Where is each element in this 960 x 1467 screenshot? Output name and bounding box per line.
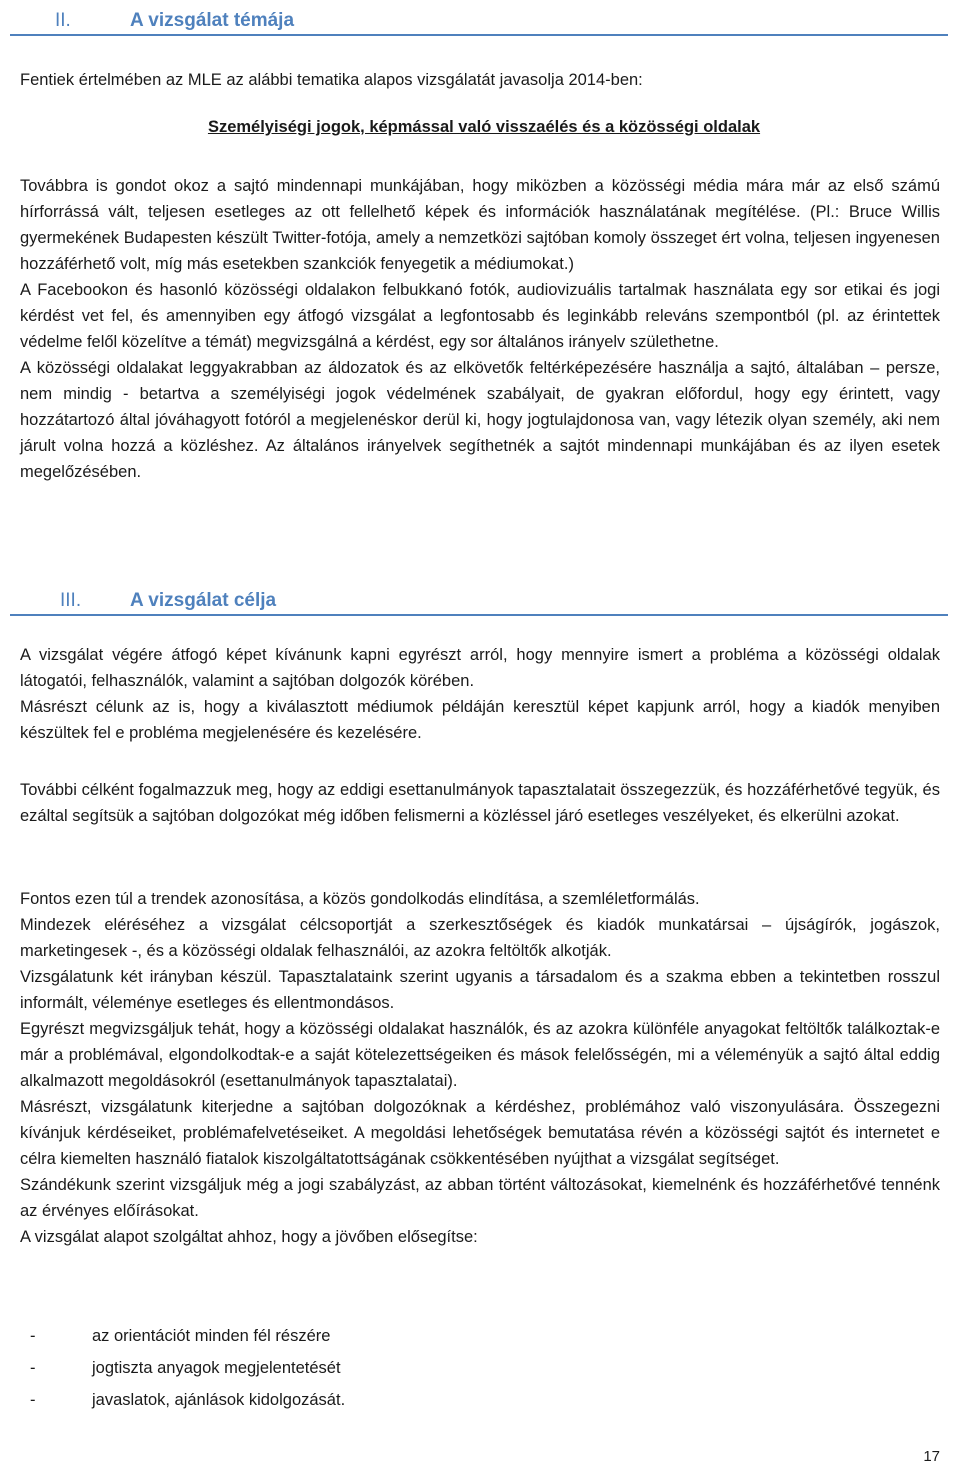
topic-title: Személyiségi jogok, képmással való visszaélés és a közösségi oldalak xyxy=(207,118,761,136)
section-3-group-1 xyxy=(20,642,940,746)
paragraph: Egyrészt megvizsgáljuk tehát, hogy a közösségi oldalakat használók, és az azokra különféle anyagokat feltöltők találkoztak-e már a problémával, elgondolkodtak-e a saját kötelezettségeiken és mások felelősségén, mi a véleményük a sajtó által eddig alkalmazott megoldásokról (esettanulmányok tapasztalatai). xyxy=(20,1020,940,1090)
section-3-group-3 xyxy=(20,886,940,1250)
list-dash: - xyxy=(30,1327,36,1345)
section-3-group-2 xyxy=(20,777,940,829)
section-2-body xyxy=(20,173,940,485)
paragraph: Vizsgálatunk két irányban készül. Tapasztalataink szerint ugyanis a társadalom és a szakma ebben a tekintetben rosszul informált, véleménye esetleges és ellentmondásos. xyxy=(20,968,940,1012)
page-number: 17 xyxy=(923,1448,940,1465)
list-item: - javaslatok, ajánlások kidolgozását. xyxy=(20,1384,720,1416)
section-title: A vizsgálat témája xyxy=(130,10,295,31)
paragraph: Mindezek eléréséhez a vizsgálat célcsoportját a szerkesztőségek és kiadók munkatársai – újságírók, jogászok, marketingesek -, és a közösségi oldalak felhasználói, az azokra feltöltők alkotják. xyxy=(20,916,940,960)
list-dash: - xyxy=(30,1359,36,1377)
goals-list xyxy=(20,1320,720,1416)
section-title: A vizsgálat célja xyxy=(130,590,277,611)
list-item: - jogtiszta anyagok megjelentetését xyxy=(20,1352,720,1384)
paragraph: Szándékunk szerint vizsgáljuk még a jogi szabályzást, az abban történt változásokat, kiemelnénk és hozzáférhetővé tennénk az érvényes előírásokat. xyxy=(20,1176,940,1220)
section-heading-2 xyxy=(10,2,948,36)
section-number: III. xyxy=(60,590,82,611)
paragraph: Másrészt, vizsgálatunk kiterjedne a sajtóban dolgozóknak a kérdéshez, problémához való viszonyulására. Összegezni kívánjuk kérdéseiket, problémafelvetéseiket. A megoldási lehetőségek bemutatása révén a közösségi sajtót és internetet e célra kiemelten használó fiatalok kiszolgáltatottságának csökkentésében nyújthat a vizsgálat segítséget. xyxy=(20,1098,940,1168)
paragraph: További célként fogalmazzuk meg, hogy az eddigi esettanulmányok tapasztalatait összegezzük, és hozzáférhetővé tegyük, és ezáltal segítsük a sajtóban dolgozókat még időben felismerni a közléssel járó esetleges veszélyeket, és elkerülni azokat. xyxy=(20,781,940,825)
section-number: II. xyxy=(55,10,71,31)
paragraph: A közösségi oldalakat leggyakrabban az áldozatok és az elkövetők feltérképezésére használja a sajtó, általában – persze, nem mindig - betartva a személyiségi jogok védelmének szabályait, de gyakran előfordul, hogy egy érintett, vagy hozzátartozó által jóváhagyott fotóról a megjelenéskor derül ki, hogy jogtulajdonosa van, vagy létezik olyan személy, aki nem járult volna hozzá a közléshez. Az általános irányelvek segíthetnék a sajtót mindennapi munkájában és az ilyen esetek megelőzésében. xyxy=(20,359,940,481)
paragraph: A vizsgálat alapot szolgáltat ahhoz, hogy a jövőben elősegítse: xyxy=(20,1228,478,1246)
list-item: - az orientációt minden fél részére xyxy=(20,1320,720,1352)
paragraph: A Facebookon és hasonló közösségi oldalakon felbukkanó fotók, audiovizuális tartalmak használata egy sor etikai és jogi kérdést vet fel, és amennyiben egy átfogó vizsgálat a legfontosabb és leginkább releváns szempontból (pl. az érintettek védelme felől közelítve a témát) megvizsgálná a kérdést, egy sor általános irányelv születhetne. xyxy=(20,281,940,351)
paragraph: Másrészt célunk az is, hogy a kiválasztott médiumok példáján keresztül képet kapjunk arról, hogy a kiadók menyiben készültek fel e probléma megjelenésére és kezelésére. xyxy=(20,698,940,742)
paragraph: Továbbra is gondot okoz a sajtó mindennapi munkájában, hogy miközben a közösségi média mára már az első számú hírforrássá vált, teljesen esetleges az ott fellelhető képek és információk használatának megítélése. (Pl.: Bruce Willis gyermekének Budapesten készült Twitter-fotója, amely a nemzetközi sajtóban komoly összeget ért volna, teljesen ingyenesen hozzáférhető volt, míg más esetekben szankciók fenyegetik a médiumokat.) xyxy=(20,177,940,273)
paragraph: Fontos ezen túl a trendek azonosítása, a közös gondolkodás elindítása, a szemléletformálás. xyxy=(20,890,700,908)
paragraph: A vizsgálat végére átfogó képet kívánunk kapni egyrészt arról, hogy mennyire ismert a probléma a közösségi oldalak látogatói, felhasználók, valamint a sajtóban dolgozók körében. xyxy=(20,646,940,690)
intro-paragraph: Fentiek értelmében az MLE az alábbi tematika alapos vizsgálatát javasolja 2014-ben: xyxy=(20,71,643,89)
section-heading-3 xyxy=(10,582,948,616)
list-dash: - xyxy=(30,1391,36,1409)
